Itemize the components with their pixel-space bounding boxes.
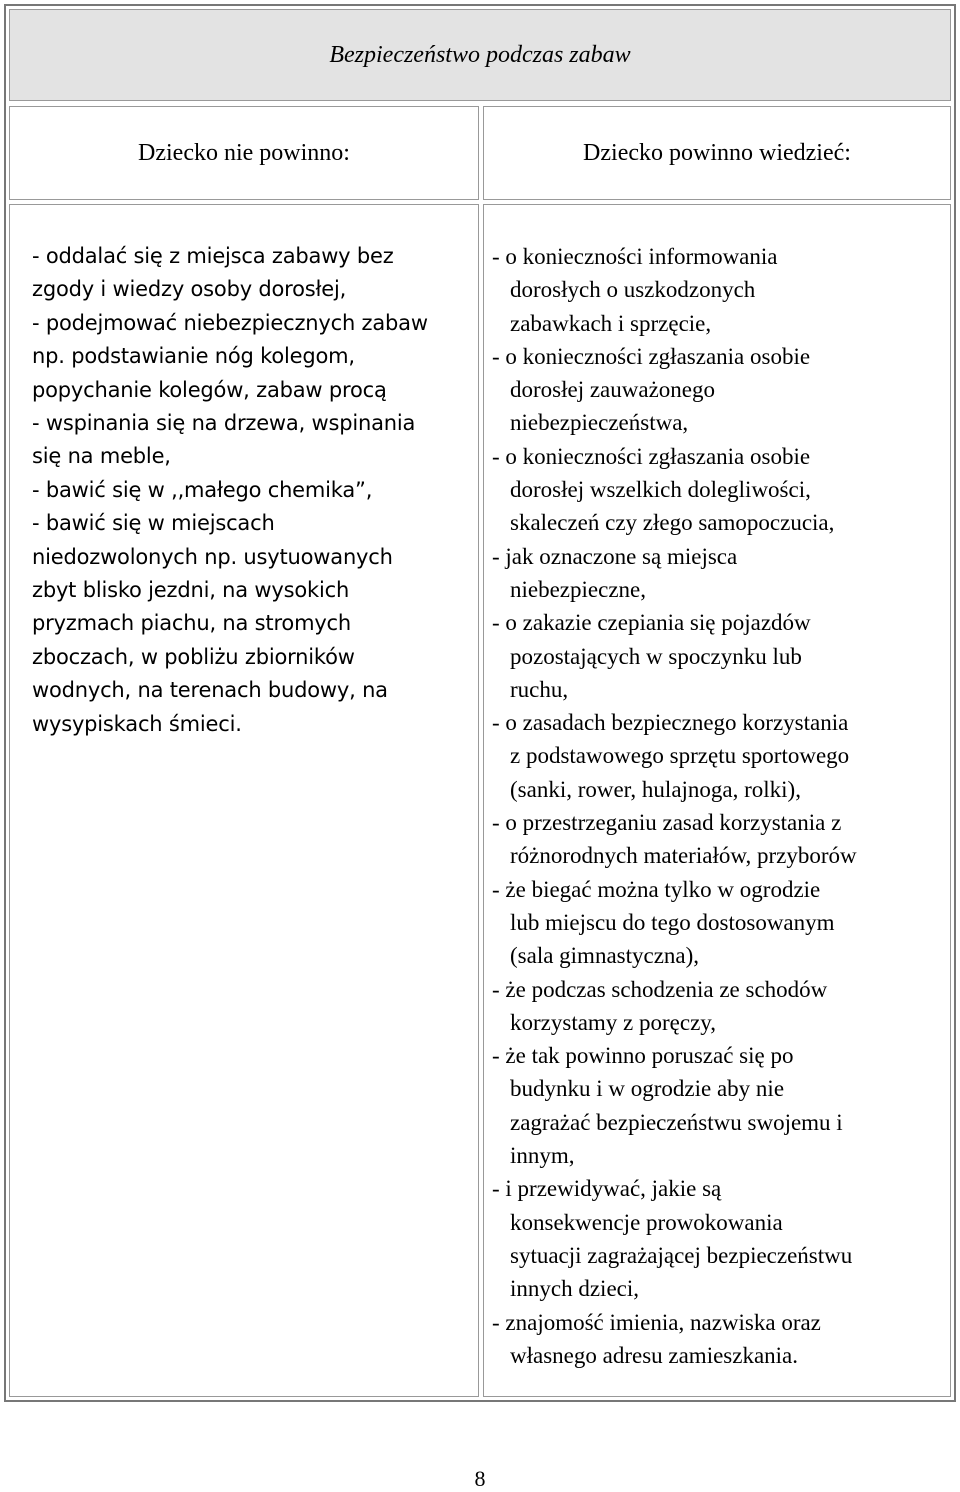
- should-know-line: - znajomość imienia, nazwiska oraz: [492, 1309, 821, 1335]
- should-know-item: [492, 606, 942, 706]
- should-know-line: - o przestrzeganiu zasad korzystania z: [492, 810, 842, 836]
- should-know-item: [492, 706, 942, 806]
- should-know-line: - o konieczności informowania: [492, 244, 778, 269]
- header-should-know: Dziecko powinno wiedzieć:: [483, 106, 951, 200]
- should-know-line: konsekwencje prowokowania: [510, 1209, 783, 1235]
- should-know-item: [492, 1172, 942, 1305]
- should-know-line: innym,: [510, 1143, 575, 1169]
- should-know-line: dorosłych o uszkodzonych: [510, 277, 756, 303]
- should-know-line: zabawkach i sprzęcie,: [510, 310, 712, 336]
- should-not-line: wodnych, na terenach budowy, na: [32, 678, 388, 703]
- should-know-line: - o konieczności zgłaszania osobie: [492, 443, 811, 469]
- should-know-line: - że tak powinno poruszać się po: [492, 1043, 794, 1069]
- should-not-line: zbyt blisko jezdni, na wysokich: [32, 578, 350, 603]
- should-know-item: [492, 1039, 942, 1172]
- should-know-item: [492, 440, 942, 540]
- should-not-line: - oddalać się z miejsca zabawy bez: [32, 244, 394, 268]
- should-not-line: zboczach, w pobliżu zbiorników: [32, 644, 355, 669]
- should-not-line: wysypiskach śmieci.: [32, 711, 242, 736]
- should-know-line: lub miejscu do tego dostosowanym: [510, 909, 835, 935]
- should-know-item: [492, 540, 942, 607]
- should-know-line: niebezpieczeństwa,: [510, 410, 689, 436]
- should-not-cell: [9, 204, 479, 1397]
- should-know-line: (sanki, rower, hulajnoga, rolki),: [510, 776, 801, 802]
- should-know-cell: [483, 204, 951, 1397]
- table-title: Bezpieczeństwo podczas zabaw: [329, 41, 631, 68]
- title-row: [9, 9, 951, 101]
- should-not-line: popychanie kolegów, zabaw procą: [32, 377, 387, 402]
- should-know-line: - jak oznaczone są miejsca: [492, 543, 738, 569]
- should-not-line: pryzmach piachu, na stromych: [32, 611, 352, 636]
- should-know-line: własnego adresu zamieszkania.: [510, 1342, 799, 1368]
- should-know-line: z podstawowego sprzętu sportowego: [510, 743, 850, 769]
- should-know-item: [492, 240, 942, 340]
- page-number: 8: [474, 1466, 486, 1491]
- should-know-item: [492, 340, 942, 440]
- should-know-line: korzystamy z poręczy,: [510, 1009, 717, 1035]
- should-know-line: budynku i w ogrodzie aby nie: [510, 1076, 785, 1102]
- should-know-line: - o zakazie czepiania się pojazdów: [492, 610, 811, 636]
- should-know-line: zagrażać bezpieczeństwu swojemu i: [510, 1109, 843, 1135]
- should-know-line: skaleczeń czy złego samopoczucia,: [510, 510, 835, 536]
- should-not-line: zgody i wiedzy osoby dorosłej,: [32, 277, 347, 302]
- should-not-line: się na meble,: [32, 444, 171, 469]
- should-know-list: [484, 205, 950, 1372]
- should-know-item: [492, 873, 942, 973]
- should-know-item: [492, 973, 942, 1040]
- should-not-list: [10, 205, 478, 741]
- should-not-line: - wspinania się na drzewa, wspinania: [32, 411, 416, 436]
- safety-table: [4, 4, 956, 1402]
- should-know-line: pozostających w spoczynku lub: [510, 643, 802, 669]
- should-know-line: innych dzieci,: [510, 1276, 640, 1302]
- should-know-line: - o zasadach bezpiecznego korzystania: [492, 710, 849, 736]
- should-know-line: - i przewidywać, jakie są: [492, 1176, 722, 1202]
- should-know-item: [492, 1306, 942, 1373]
- should-not-line: - bawić się w ,,małego chemika”,: [32, 477, 373, 502]
- should-know-item: [492, 806, 942, 873]
- should-know-line: - o konieczności zgłaszania osobie: [492, 343, 811, 369]
- should-know-line: sytuacji zagrażającej bezpieczeństwu: [510, 1242, 853, 1268]
- should-know-line: niebezpieczne,: [510, 576, 646, 602]
- should-know-line: różnorodnych materiałów, przyborów: [510, 843, 857, 869]
- should-know-line: dorosłej zauważonego: [510, 377, 716, 403]
- should-know-line: - że biegać można tylko w ogrodzie: [492, 876, 821, 902]
- header-should-not: Dziecko nie powinno:: [9, 106, 479, 200]
- should-know-line: - że podczas schodzenia ze schodów: [492, 976, 828, 1002]
- should-know-line: (sala gimnastyczna),: [510, 943, 700, 969]
- should-know-line: dorosłej wszelkich dolegliwości,: [510, 477, 811, 503]
- should-not-line: - bawić się w miejscach: [32, 511, 275, 536]
- should-know-line: ruchu,: [510, 676, 569, 702]
- should-not-line: np. podstawianie nóg kolegom,: [32, 344, 355, 369]
- should-not-line: - podejmować niebezpiecznych zabaw: [32, 310, 428, 335]
- should-not-line: niedozwolonych np. usytuowanych: [32, 544, 393, 569]
